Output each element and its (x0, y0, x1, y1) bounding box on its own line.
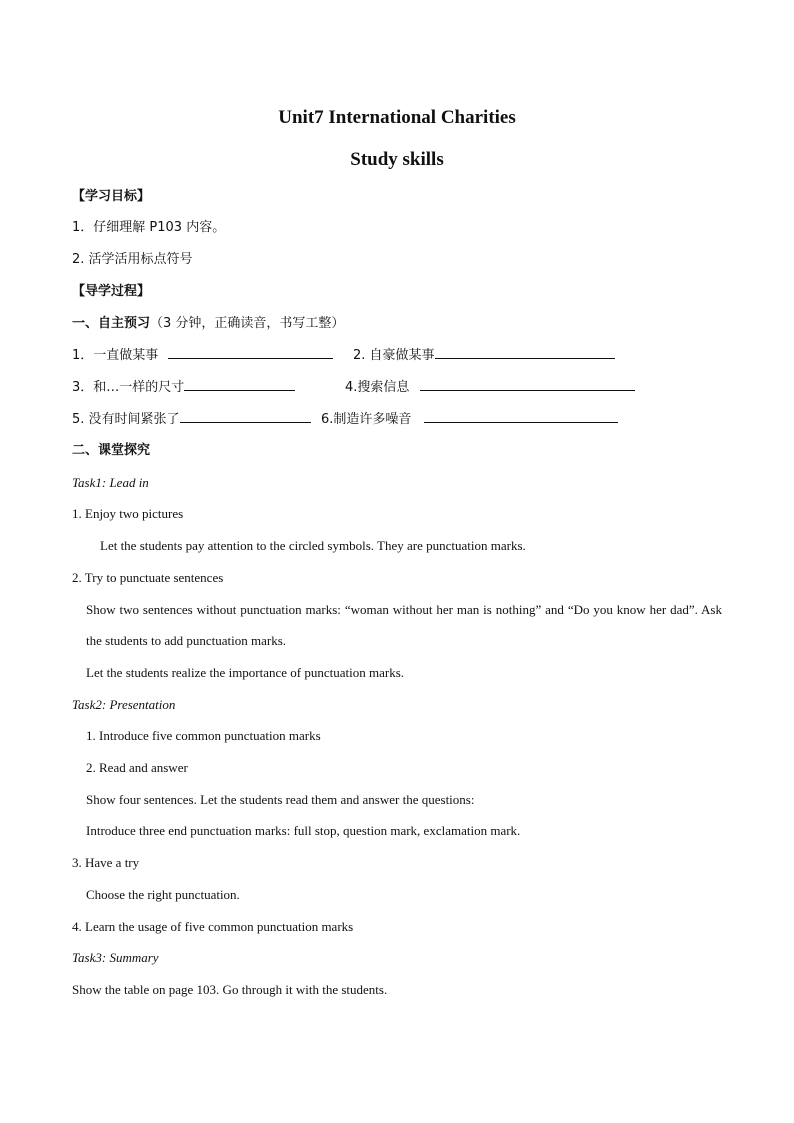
answer-blank-1[interactable] (168, 346, 333, 359)
preview-question-6 (321, 410, 618, 429)
preview-heading: 一、自主预习 (72, 316, 151, 331)
task2-step-2-text: Show four sentences. Let the students read them and answer the questions: (86, 792, 475, 807)
answer-blank-6[interactable] (424, 410, 618, 423)
task2-step-1: 1. Introduce five common punctuation marks (86, 728, 321, 743)
task3-text: Show the table on page 103. Go through it with the students. (72, 982, 388, 997)
preview-question-4-text: 4.搜索信息 (345, 380, 410, 395)
answer-blank-4[interactable] (420, 378, 635, 391)
preview-question-6-text: 6.制造许多噪音 (321, 412, 412, 427)
answer-blank-2[interactable] (435, 346, 615, 359)
objectives-heading: 【学习目标】 (72, 189, 151, 204)
task1-heading: Task1: Lead in (72, 475, 149, 490)
explore-heading: 二、课堂探究 (72, 443, 151, 458)
preview-question-2 (353, 346, 615, 365)
preview-question-3-text: 3．和…一样的尺寸 (72, 380, 185, 395)
preview-question-3 (72, 378, 295, 397)
preview-question-1-text: 1．一直做某事 (72, 348, 159, 363)
task1-step-2-text-2: Let the students realize the importance of punctuation marks. (86, 665, 405, 680)
preview-question-4 (345, 378, 635, 397)
preview-heading-line (72, 315, 344, 333)
task2-step-4: 4. Learn the usage of five common punctuation marks (72, 919, 354, 934)
preview-question-5 (72, 410, 311, 429)
preview-question-5-text: 5. 没有时间紧张了 (72, 412, 180, 427)
preview-note: （3 分钟，正确读音，书写工整） (150, 316, 345, 331)
objective-item-1: 1．仔细理解 P103 内容。 (72, 220, 226, 235)
task1-step-2: 2. Try to punctuate sentences (72, 570, 224, 585)
process-heading: 【导学过程】 (72, 284, 151, 299)
document-subtitle: Study skills (350, 149, 444, 170)
document-title: Unit7 International Charities (278, 107, 516, 128)
preview-question-1 (72, 346, 333, 365)
task2-step-2: 2. Read and answer (86, 760, 188, 775)
task2-step-3: 3. Have a try (72, 855, 140, 870)
task1-step-1-text: Let the students pay attention to the circled symbols. They are punctuation marks. (100, 538, 526, 553)
task2-step-2-text-2: Introduce three end punctuation marks: full stop, question mark, exclamation mark. (86, 823, 521, 838)
task1-step-1: 1. Enjoy two pictures (72, 506, 184, 521)
answer-blank-5[interactable] (180, 410, 311, 423)
task2-heading: Task2: Presentation (72, 697, 176, 712)
objective-item-2: 2. 活学活用标点符号 (72, 252, 193, 267)
preview-question-2-text: 2. 自豪做某事 (353, 348, 435, 363)
task1-step-2-text: Show two sentences without punctuation marks: “woman without her man is nothing” and “Do you know her dad”. Ask the students to add punctuation marks. (86, 602, 722, 648)
answer-blank-3[interactable] (184, 378, 295, 391)
task3-heading: Task3: Summary (72, 950, 159, 965)
task2-step-3-text: Choose the right punctuation. (86, 887, 240, 902)
